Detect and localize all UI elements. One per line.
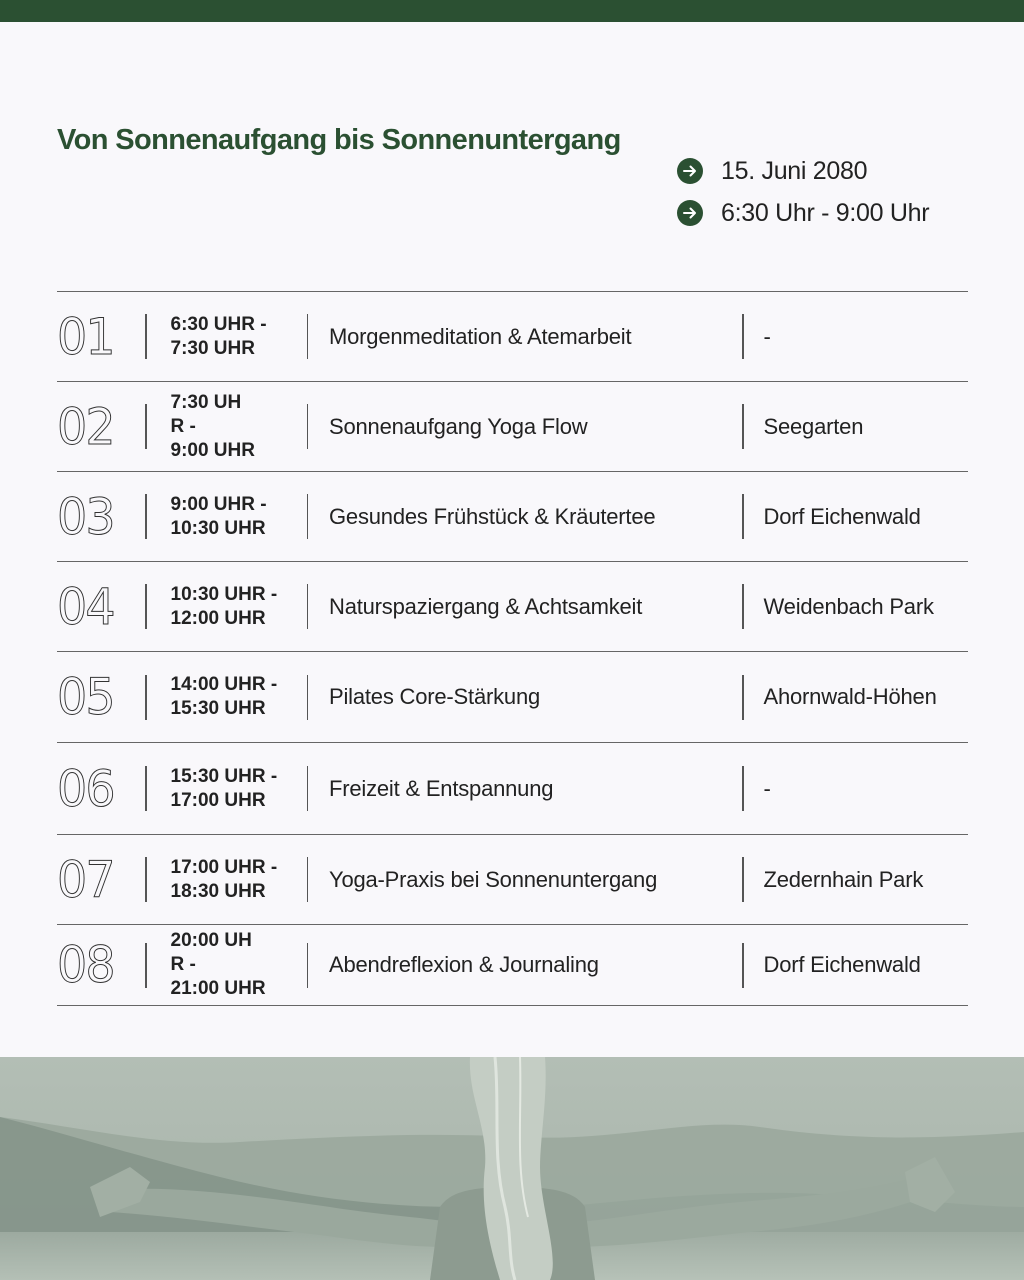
row-activity: Pilates Core-Stärkung: [329, 684, 541, 709]
row-location: Seegarten: [763, 413, 864, 439]
row-time: 20:00 UH R - 21:00 UHR: [170, 930, 266, 999]
row-number: 03: [57, 487, 114, 546]
event-info: [677, 150, 929, 234]
event-time-text: 6:30 Uhr - 9:00 Uhr: [721, 198, 930, 227]
schedule-row: [57, 652, 968, 743]
arrow-right-circle-icon: [677, 158, 703, 184]
row-location: -: [763, 775, 771, 801]
row-number: 07: [57, 850, 114, 909]
row-activity: Morgenmeditation & Atemarbeit: [329, 323, 632, 349]
row-location: Dorf Eichenwald: [763, 503, 921, 529]
footer-photo: [0, 1057, 1024, 1280]
event-date-text: 15. Juni 2080: [721, 156, 868, 185]
row-number: 05: [57, 668, 114, 726]
row-number: 08: [57, 936, 114, 994]
arrow-right-circle-icon: [677, 200, 703, 226]
row-time: 17:00 UHR - 18:30 UHR: [170, 856, 278, 902]
row-time: 14:00 UHR - 15:30 UHR: [170, 674, 278, 719]
row-number: 02: [57, 397, 114, 456]
event-date: [677, 150, 929, 192]
row-activity: Gesundes Frühstück & Kräutertee: [329, 503, 656, 529]
row-location: Ahornwald-Höhen: [763, 684, 937, 709]
row-time: 10:30 UHR - 12:00 UHR: [170, 583, 278, 629]
row-activity: Sonnenaufgang Yoga Flow: [329, 413, 588, 439]
row-number: 01: [57, 307, 114, 366]
schedule-row: [57, 382, 968, 472]
row-location: -: [763, 323, 771, 349]
schedule-row: [57, 292, 968, 382]
row-activity: Yoga-Praxis bei Sonnenuntergang: [329, 866, 658, 892]
event-time: [677, 192, 929, 234]
row-number: 06: [57, 759, 114, 818]
row-activity: Naturspaziergang & Achtsamkeit: [329, 593, 643, 619]
row-location: Dorf Eichenwald: [763, 952, 921, 977]
row-location: Zedernhain Park: [763, 866, 924, 892]
row-time: 7:30 UH R - 9:00 UHR: [170, 391, 255, 461]
schedule-row: [57, 472, 968, 562]
schedule-row: [57, 925, 968, 1006]
schedule-row: [57, 562, 968, 652]
schedule-row: [57, 743, 968, 835]
yoga-woman-photo-illustration: [0, 1057, 1024, 1280]
row-activity: Freizeit & Entspannung: [329, 775, 554, 801]
top-accent-bar: [0, 0, 1024, 22]
row-time: 9:00 UHR - 10:30 UHR: [170, 493, 267, 539]
row-location: Weidenbach Park: [763, 593, 934, 619]
row-number: 04: [57, 577, 114, 636]
row-activity: Abendreflexion & Journaling: [329, 952, 599, 977]
page-title: Von Sonnenaufgang bis Sonnenuntergang: [57, 124, 621, 156]
schedule-row: [57, 835, 968, 925]
row-time: 6:30 UHR - 7:30 UHR: [170, 313, 267, 359]
row-time: 15:30 UHR - 17:00 UHR: [170, 765, 278, 811]
schedule-table: [57, 291, 968, 1006]
